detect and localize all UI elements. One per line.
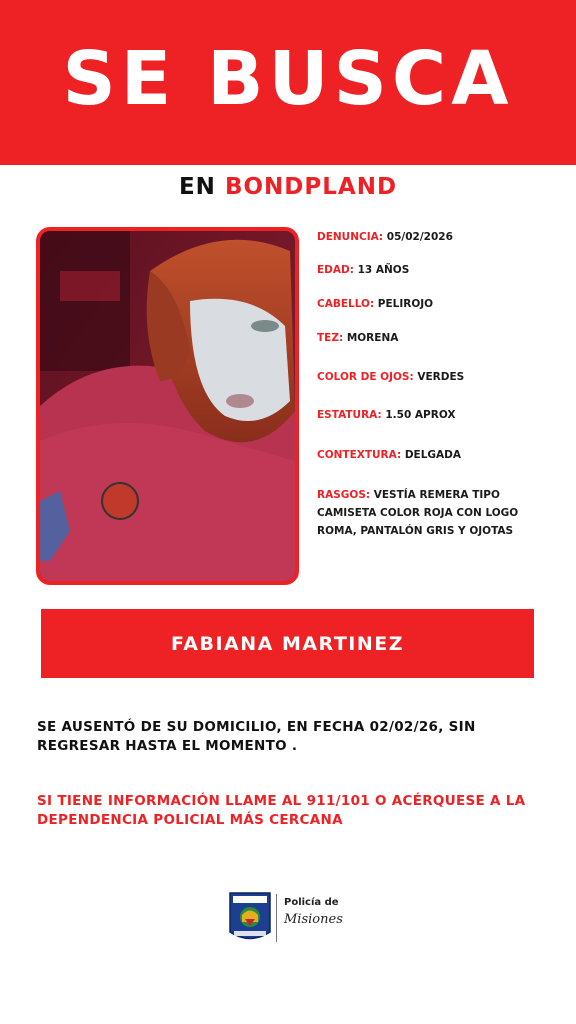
logo-divider [276, 894, 277, 942]
detail-cabello: CABELLO: PELIROJO [317, 298, 434, 310]
person-name: FABIANA MARTINEZ [170, 632, 405, 655]
police-logo-block [229, 892, 359, 946]
detail-edad: EDAD: 13 AÑOS [317, 264, 410, 276]
detail-color-ojos: COLOR DE OJOS: VERDES [317, 371, 465, 383]
absence-statement: SE AUSENTÓ DE SU DOMICILIO, EN FECHA 02/02/26, SIN REGRESAR HASTA EL MOMENTO . [37, 719, 476, 754]
misiones-label: Misiones [284, 912, 343, 927]
detail-contextura: CONTEXTURA: DELGADA [317, 449, 461, 461]
subtitle-prefix: EN [178, 174, 216, 200]
header-banner [0, 0, 576, 165]
detail-rasgos: RASGOS: VESTÍA REMERA TIPO CAMISETA COLOR ROJA CON LOGO ROMA, PANTALÓN GRIS Y OJOTAS [317, 489, 519, 537]
person-name-bar [41, 609, 534, 678]
contact-instructions: SI TIENE INFORMACIÓN LLAME AL 911/101 O ACÉRQUESE A LA DEPENDENCIA POLICIAL MÁS CERCANA [37, 793, 526, 828]
detail-denuncia: DENUNCIA: 05/02/2026 [317, 231, 453, 243]
subtitle-location: BONDPLAND [224, 174, 398, 200]
poster-title: SE BUSCA [62, 36, 514, 122]
location-subtitle [0, 172, 576, 202]
detail-tez: TEZ: MORENA [317, 332, 399, 344]
police-label: Policía de [284, 897, 339, 908]
missing-person-photo [36, 227, 299, 585]
police-shield-icon [229, 892, 271, 945]
portrait-illustration [40, 231, 295, 581]
detail-estatura: ESTATURA: 1.50 APROX [317, 409, 456, 421]
